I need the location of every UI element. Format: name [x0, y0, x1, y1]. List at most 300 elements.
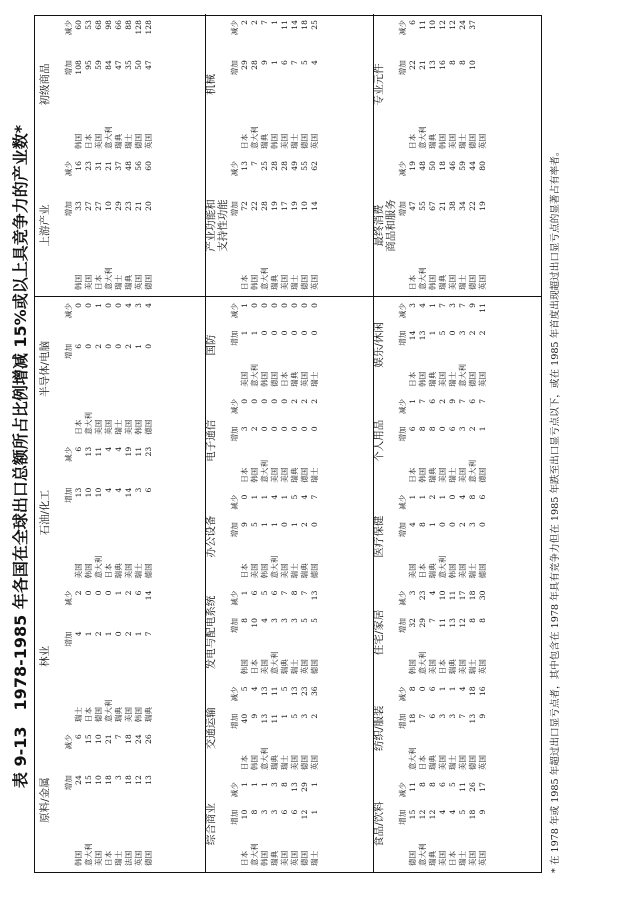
country-cell: 美国: [468, 850, 477, 866]
country-cell: 韩国: [84, 563, 93, 579]
country-cell: 英国: [478, 659, 487, 675]
increase-cell: 13: [144, 775, 153, 785]
data-row: [448, 303, 458, 387]
decrease-cell: 11: [458, 782, 467, 792]
decrease-cell: 2: [74, 590, 83, 596]
increase-cell: 3: [260, 809, 269, 815]
increase-cell: 22: [468, 201, 477, 211]
data-row: [300, 686, 310, 770]
data-row: [408, 495, 418, 579]
decrease-cell: 6: [270, 590, 279, 596]
increase-cell: 3: [300, 713, 309, 719]
industry-block: [39, 441, 204, 585]
increase-cell: 1: [280, 713, 289, 719]
increase-cell: 0: [144, 343, 153, 349]
decrease-cell: 11: [94, 446, 103, 457]
header-increase: 增加: [64, 775, 73, 791]
right-row: [373, 14, 538, 296]
decrease-cell: 10: [428, 20, 437, 30]
industry-block: [373, 155, 538, 296]
increase-cell: 10: [104, 201, 113, 211]
increase-cell: 0: [290, 330, 299, 336]
increase-cell: 5: [300, 60, 309, 65]
country-cell: 意大利: [250, 843, 259, 866]
decrease-cell: 8: [290, 590, 299, 596]
country-cell: 德国: [468, 274, 477, 290]
decrease-cell: 1: [448, 686, 457, 692]
decrease-cell: 7: [418, 398, 427, 404]
decrease-cell: 4: [428, 590, 437, 596]
country-cell: 意大利: [250, 364, 259, 387]
decrease-cell: 12: [448, 20, 457, 30]
decrease-cell: 5: [260, 590, 269, 596]
increase-cell: 6: [408, 426, 417, 432]
increase-cell: 1: [270, 522, 279, 528]
data-row: [458, 399, 468, 483]
data-row: [448, 782, 458, 866]
country-cell: 德国: [300, 133, 309, 149]
increase-cell: 2: [250, 426, 259, 432]
country-cell: 美国: [260, 659, 269, 675]
decrease-cell: 60: [144, 161, 153, 171]
header-decrease: 减少: [64, 590, 73, 606]
data-row: [124, 734, 134, 866]
country-cell: 日本: [240, 850, 249, 866]
country-cell: 韩国: [260, 371, 269, 387]
data-row: [270, 303, 280, 387]
data-row: [300, 399, 310, 483]
decrease-cell: 21: [104, 161, 113, 171]
data-row: [438, 686, 448, 770]
decrease-cell: 11: [448, 590, 457, 601]
increase-cell: 0: [448, 330, 457, 336]
country-cell: 英国: [478, 371, 487, 387]
data-row: [448, 161, 458, 290]
increase-cell: 16: [438, 60, 447, 70]
increase-cell: 1: [478, 426, 487, 432]
country-cell: 韩国: [250, 754, 259, 771]
data-row: [74, 161, 84, 290]
country-cell: 韩国: [270, 133, 279, 149]
country-cell: 瑞士: [114, 274, 123, 290]
decrease-cell: 19: [124, 446, 133, 457]
block-title: 初级商品: [39, 63, 51, 106]
country-cell: 德国: [144, 274, 153, 290]
increase-cell: 18: [408, 713, 417, 724]
data-row: [418, 686, 428, 770]
decrease-cell: 10: [94, 734, 103, 744]
left-row: [39, 297, 204, 872]
increase-cell: 9: [260, 60, 269, 65]
data-row: [478, 495, 488, 579]
increase-cell: 0: [260, 330, 269, 336]
increase-cell: 10: [240, 809, 249, 820]
data-row: [114, 20, 124, 149]
header-spacer: [64, 667, 74, 722]
increase-cell: 0: [438, 426, 447, 432]
country-cell: 美国: [124, 419, 133, 435]
header-decrease: 减少: [230, 303, 239, 319]
data-row: [74, 447, 84, 579]
industry-block: [373, 14, 538, 155]
row-divider: [373, 297, 374, 872]
increase-cell: 59: [94, 60, 103, 70]
increase-cell: 5: [290, 713, 299, 719]
data-row: [260, 782, 270, 866]
decrease-cell: 8: [280, 782, 289, 788]
country-cell: 美国: [74, 563, 83, 579]
data-row: [94, 447, 104, 579]
decrease-cell: 2: [250, 20, 259, 25]
increase-cell: 8: [250, 809, 259, 815]
increase-cell: 3: [134, 487, 143, 493]
decrease-cell: 2: [124, 590, 133, 596]
header-increase: 增加: [230, 201, 239, 217]
country-cell: 韩国: [260, 563, 269, 579]
data-row: [114, 161, 124, 290]
data-row: [74, 303, 84, 435]
decrease-cell: 18: [124, 734, 133, 744]
decrease-cell: 4: [250, 686, 259, 692]
data-row: [300, 303, 310, 387]
data-row: [134, 734, 144, 866]
decrease-cell: 13: [310, 590, 319, 601]
country-cell: 瑞典: [114, 563, 123, 579]
country-cell: 瑞士: [74, 707, 83, 723]
decrease-cell: 3: [408, 303, 417, 308]
data-row: [270, 686, 280, 770]
increase-cell: 1: [134, 631, 143, 637]
decrease-cell: 7: [250, 161, 259, 166]
left-panel: [35, 297, 541, 872]
country-cell: 德国: [270, 371, 279, 387]
column-header: [230, 303, 240, 387]
header-increase: 增加: [230, 60, 239, 76]
increase-cell: 12: [418, 809, 427, 820]
increase-cell: 2: [124, 343, 133, 349]
decrease-cell: 2: [310, 398, 319, 404]
data-row: [84, 303, 94, 435]
header-decrease: 减少: [64, 303, 73, 319]
increase-cell: 0: [270, 330, 279, 336]
country-cell: 瑞典: [290, 467, 299, 483]
header-decrease: 减少: [230, 398, 239, 415]
industry-block: [373, 393, 538, 489]
decrease-cell: 7: [458, 398, 467, 404]
left-row: [205, 297, 370, 872]
country-cell: 意大利: [418, 651, 427, 675]
country-cell: 日本: [240, 133, 249, 149]
country-cell: 日本: [104, 850, 113, 866]
country-cell: 美国: [438, 754, 447, 771]
column-header: [230, 591, 240, 675]
industry-block: [205, 155, 370, 296]
data-row: [94, 303, 104, 435]
data-row: [114, 303, 124, 435]
country-cell: 美国: [280, 133, 289, 149]
block-title: 综合商业: [205, 803, 217, 846]
increase-cell: 19: [290, 201, 299, 211]
increase-cell: 6: [144, 487, 153, 493]
increase-cell: 33: [74, 201, 83, 211]
decrease-cell: 55: [300, 161, 309, 171]
industry-block: [205, 680, 370, 776]
data-row: [468, 303, 478, 387]
header-decrease: 减少: [398, 20, 407, 36]
data-row: [428, 161, 438, 290]
country-cell: 瑞士: [290, 563, 299, 579]
country-cell: 意大利: [418, 267, 427, 290]
right-row: [39, 14, 204, 296]
data-row: [408, 20, 418, 149]
decrease-cell: 1: [418, 494, 427, 500]
country-cell: 美国: [458, 467, 467, 483]
data-row: [448, 591, 458, 675]
country-cell: 日本: [240, 467, 249, 483]
increase-cell: 15: [408, 809, 417, 820]
block-title: 国防: [205, 334, 217, 356]
decrease-cell: 0: [448, 494, 457, 500]
increase-cell: 0: [84, 343, 93, 349]
decrease-cell: 3: [270, 782, 279, 788]
increase-cell: 4: [74, 631, 83, 637]
decrease-cell: 59: [458, 161, 467, 171]
decrease-cell: 7: [280, 590, 289, 596]
row-divider: [205, 297, 206, 872]
row-divider: [205, 14, 206, 296]
increase-cell: 14: [408, 330, 417, 341]
decrease-cell: 11: [478, 303, 487, 313]
country-cell: 美国: [280, 467, 289, 483]
country-cell: 美国: [458, 659, 467, 675]
country-cell: 德国: [144, 850, 153, 866]
increase-cell: 1: [84, 631, 93, 637]
increase-cell: 38: [448, 201, 457, 211]
increase-cell: 6: [280, 809, 289, 815]
header-spacer: [64, 523, 74, 578]
increase-cell: 21: [134, 201, 143, 211]
increase-cell: 95: [84, 60, 93, 70]
country-cell: 意大利: [438, 555, 447, 579]
increase-cell: 1: [310, 809, 319, 815]
country-cell: 美国: [240, 371, 249, 387]
country-cell: 瑞士: [114, 419, 123, 435]
decrease-cell: 26: [468, 782, 477, 792]
increase-cell: 2: [94, 631, 103, 637]
data-row: [438, 782, 448, 866]
increase-cell: 13: [468, 713, 477, 724]
decrease-cell: 1: [270, 20, 279, 25]
header-increase: 增加: [230, 426, 239, 442]
increase-cell: 1: [134, 343, 143, 349]
country-cell: 德国: [300, 274, 309, 290]
industry-block: [373, 776, 538, 872]
data-row: [104, 591, 114, 723]
column-header: [64, 447, 74, 579]
decrease-cell: 6: [438, 782, 447, 788]
header-increase: 增加: [64, 60, 73, 76]
decrease-cell: 23: [300, 686, 309, 697]
industry-block: [205, 776, 370, 872]
increase-cell: 5: [310, 618, 319, 623]
data-row: [310, 782, 320, 866]
country-cell: 瑞典: [260, 133, 269, 149]
increase-cell: 21: [418, 60, 427, 70]
data-row: [468, 20, 478, 149]
industry-block: [39, 297, 204, 441]
country-cell: 瑞士: [114, 850, 123, 866]
decrease-cell: 6: [74, 734, 83, 740]
increase-cell: 10: [94, 775, 103, 785]
header-spacer: [398, 639, 408, 674]
header-spacer: [398, 352, 408, 387]
footnote: * 在 1978 年或 1985 年超过出口显亏点者，其中包含在 1978 年具有竞争力但在 1985 年跌至出口显亏点以下，或在 1985 年首度出现超过出口显亏点的显著占有率者。: [550, 146, 561, 873]
header-increase: 增加: [230, 618, 239, 634]
country-cell: 瑞士: [134, 563, 143, 579]
data-row: [478, 591, 488, 675]
increase-cell: 7: [418, 713, 427, 719]
country-cell: 日本: [104, 563, 113, 579]
decrease-cell: 6: [134, 590, 143, 596]
column-header: [64, 303, 74, 435]
data-row: [310, 161, 320, 290]
header-increase: 增加: [398, 618, 407, 634]
data-row: [408, 686, 418, 770]
increase-cell: 6: [74, 343, 83, 349]
country-cell: 瑞士: [290, 133, 299, 149]
country-cell: 英国: [478, 133, 487, 149]
data-row: [250, 782, 260, 866]
data-row: [468, 591, 478, 675]
decrease-cell: 6: [408, 20, 417, 25]
data-row: [458, 495, 468, 579]
header-decrease: 减少: [398, 782, 407, 798]
decrease-cell: 6: [428, 686, 437, 692]
increase-cell: [478, 56, 488, 95]
data-row: [280, 161, 290, 290]
country-cell: 日本: [438, 659, 447, 675]
increase-cell: 28: [250, 60, 259, 70]
data-row: [448, 495, 458, 579]
data-row: [134, 20, 144, 149]
data-row: [408, 303, 418, 387]
country-cell: 瑞典: [438, 274, 447, 290]
decrease-cell: 0: [270, 303, 279, 308]
country-cell: 意大利: [260, 747, 269, 771]
decrease-cell: 11: [280, 20, 289, 30]
increase-cell: 0: [448, 522, 457, 528]
data-row: [144, 591, 154, 723]
country-cell: 韩国: [408, 659, 417, 675]
country-cell: 瑞士: [468, 563, 477, 579]
increase-cell: 6: [280, 60, 289, 65]
country-cell: 意大利: [104, 126, 113, 149]
data-row: [290, 303, 300, 387]
increase-cell: 3: [240, 426, 249, 432]
data-row: [134, 591, 144, 723]
industry-block: [205, 585, 370, 681]
decrease-cell: 37: [114, 161, 123, 171]
data-row: [418, 782, 428, 866]
column-header: [64, 591, 74, 723]
decrease-cell: 1: [260, 494, 269, 500]
data-row: [144, 20, 154, 149]
header-decrease: 减少: [398, 590, 407, 606]
country-cell: 日本: [250, 659, 259, 675]
decrease-cell: 0: [260, 303, 269, 308]
increase-cell: 7: [144, 631, 153, 637]
country-cell: 瑞典: [290, 371, 299, 387]
data-row: [428, 20, 438, 149]
country-cell: 瑞士: [280, 754, 289, 771]
decrease-cell: 0: [260, 398, 269, 404]
data-row: [240, 495, 250, 579]
increase-cell: 1: [428, 330, 437, 336]
decrease-cell: 0: [250, 398, 259, 404]
header-spacer: [398, 735, 408, 770]
country-cell: 意大利: [260, 459, 269, 483]
data-row: [478, 20, 488, 149]
header-spacer: [230, 352, 240, 387]
data-row: [104, 734, 114, 866]
country-cell: 瑞典: [124, 274, 133, 290]
increase-cell: 13: [428, 60, 437, 70]
country-cell: 德国: [468, 371, 477, 387]
data-row: [114, 734, 124, 866]
increase-cell: 0: [104, 343, 113, 349]
row-divider: [373, 14, 374, 296]
data-row: [418, 495, 428, 579]
data-row: [94, 591, 104, 723]
header-increase: 增加: [230, 522, 239, 538]
decrease-cell: 28: [280, 161, 289, 171]
country-cell: 日本: [448, 850, 457, 866]
data-row: [124, 20, 134, 149]
increase-cell: 47: [408, 201, 417, 211]
country-cell: 英国: [478, 850, 487, 866]
data-row: [240, 161, 250, 290]
decrease-cell: 0: [240, 398, 249, 404]
increase-cell: 27: [94, 201, 103, 211]
increase-cell: 5: [438, 330, 447, 336]
country-cell: 日本: [408, 133, 417, 149]
data-row: [250, 591, 260, 675]
decrease-cell: 1: [310, 782, 319, 788]
industry-block: [373, 585, 538, 681]
increase-cell: 12: [300, 809, 309, 820]
decrease-cell: 46: [448, 161, 457, 171]
decrease-cell: 19: [408, 161, 417, 171]
data-row: [260, 161, 270, 290]
increase-cell: 0: [280, 426, 289, 432]
header-decrease: 减少: [398, 161, 407, 177]
data-row: [240, 782, 250, 866]
header-decrease: 减少: [64, 734, 73, 750]
data-row: [144, 447, 154, 579]
increase-cell: 2: [94, 343, 103, 349]
country-cell: 英国: [478, 754, 487, 771]
header-decrease: 减少: [398, 303, 407, 319]
increase-cell: 3: [290, 618, 299, 623]
table-frame: [34, 15, 542, 873]
decrease-cell: 17: [458, 590, 467, 601]
decrease-cell: 7: [438, 303, 447, 308]
country-cell: 意大利: [418, 126, 427, 149]
data-row: [144, 734, 154, 866]
decrease-cell: 6: [74, 446, 83, 452]
header-spacer: [230, 447, 240, 482]
decrease-cell: 1: [240, 303, 249, 308]
